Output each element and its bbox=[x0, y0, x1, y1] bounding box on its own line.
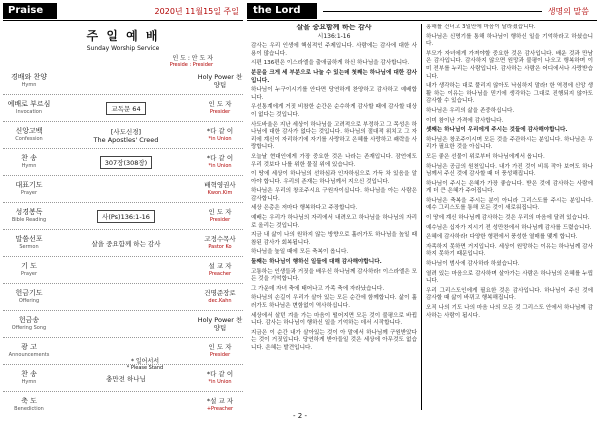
order-name bbox=[3, 262, 55, 278]
sermon-paragraph: 고통하는 인생들과 거짓을 배우신 하나님께 감사하라! 이스라엘은 모든 것을 기억합니다. bbox=[251, 268, 417, 283]
sermon-paragraph: 하나님이 범사에 감사하라 하셨습니다. bbox=[426, 261, 520, 268]
sermon-column-left bbox=[247, 24, 422, 410]
left-header-rule bbox=[3, 20, 243, 21]
order-name-ko: 경배와 찬양 bbox=[10, 73, 48, 81]
sermon-paragraph: 오늘날 현대인에게 가장 중요한 것은 나라는 존재입니다. 잠언에도 우리 것보다 나를 위한 물질 위에 있습니다. bbox=[251, 153, 417, 168]
sermon-reference: 시136:1-16 bbox=[317, 32, 351, 40]
order-content-cell bbox=[55, 239, 197, 248]
order-content-cell bbox=[55, 127, 197, 144]
order-name-ko: 예배로 부르심 bbox=[7, 100, 51, 108]
order-leader-en: Pastor Ko bbox=[208, 244, 232, 250]
order-row bbox=[3, 95, 243, 122]
order-row bbox=[3, 176, 243, 203]
order-leader bbox=[197, 154, 243, 170]
order-row bbox=[3, 68, 243, 95]
sermon-paragraph: 우리 그리스도인에게 필요한 것은 감사입니다. 하나님이 주신 것에 감사할 때 삶이 바뀌고 행복해집니다. bbox=[426, 287, 593, 302]
worship-order-column bbox=[3, 3, 243, 412]
sermon-columns bbox=[247, 24, 597, 410]
order-name-en: Hymn bbox=[21, 379, 37, 385]
order-name bbox=[3, 208, 55, 224]
order-content: 사(Ps)136:1-16 bbox=[97, 210, 155, 223]
sermon-paragraph: 감사는 우리 인생에 핵심적인 주제입니다. 사람에는 감사에 대한 사용이 많습니다. bbox=[251, 43, 417, 57]
order-row bbox=[3, 149, 243, 176]
sermon-paragraph: 하나님은 우리의 창조주시요 구원자이십니다. 하나님을 아는 사람은 감사합니다. bbox=[251, 188, 417, 202]
sermon-paragraph: 시편 136편은 이스라엘을 출애굽하게 하신 하나님을 감사합니다. bbox=[251, 60, 410, 67]
stand-note bbox=[105, 356, 185, 371]
order-leader bbox=[197, 262, 243, 278]
sermon-paragraph: 지금 내 삶이 나의 원하지 않는 방향으로 흘러가도 하나님을 높일 때 참된 감사가 회복됩니다. bbox=[251, 232, 417, 246]
order-name-en: Offering Song bbox=[11, 325, 47, 331]
sermon-column-right bbox=[422, 24, 597, 410]
order-name-en: Sermon bbox=[19, 244, 39, 250]
sermon-paragraph: 하나님은 공급의 원천입니다. 내가 가진 것이 비록 작아 보여도 하나님께서 주신 것에 감사할 때 더 풍성해집니다. bbox=[426, 163, 593, 178]
order-content: [사도신경] The Apostles' Creed bbox=[93, 127, 159, 144]
sermon-paragraph: 사도바울은 지난 세상이 하나님을 고려적으로 부정하고 그 목성은 하나님에 대한 감사가 없다는 것입니다. 하나님의 절대적 위치고 그 자리에 계신이 자리하기에 자기를 사랑하고 은혜를 사랑하고 쾌락을 사랑합니다. bbox=[251, 121, 417, 151]
sermon-paragraph: 하나님은 축복을 주시는 분이 아니라 그리스도를 주시는 분입니다. 예수 그리스도를 통해 모든 것이 새로워집니다. bbox=[426, 197, 593, 212]
order-leader-en: Kwon.Kim bbox=[207, 190, 233, 196]
sermon-paragraph: 부모가 자녀에게 가져야할 중요한 것은 감사입니다. 배운 것과 만남은 감사입니다. 감사하지 않으면 원망과 불평이 나오고 행복하며 이미 전부를 누리는 사람입니다. 감사하는 사람은 어디에서나 사랑받습니다. bbox=[426, 50, 593, 80]
left-header bbox=[3, 3, 243, 19]
order-leader-en: Preacher bbox=[208, 271, 232, 277]
order-content-cell bbox=[55, 102, 197, 115]
order-leader bbox=[197, 289, 243, 305]
order-name bbox=[3, 316, 55, 332]
stand-note-en: * Please Stand bbox=[126, 365, 164, 371]
order-name bbox=[3, 343, 55, 359]
presider-line bbox=[3, 53, 243, 68]
sermon-paragraph: 오직 나의 기도 나의 마음 나의 모든 것 그리스도 안에서 하나님께 감사하는 사람이 됩시다. bbox=[426, 305, 593, 319]
order-leader-ko: 설 교 자 bbox=[208, 262, 232, 270]
sermon-point: 둘째는 하나님이 행하신 일들에 대해 감사해야합니다. bbox=[251, 259, 382, 266]
order-leader bbox=[197, 235, 243, 251]
section-title: 생명의 말씀 bbox=[547, 6, 589, 16]
order-leader-ko: 인 도 자 bbox=[208, 208, 232, 216]
right-header-rule bbox=[247, 20, 597, 21]
sermon-paragraph: 이 땅에 계신 하나님께 감사하는 것은 우리의 마음에 달려 있습니다. bbox=[426, 215, 590, 222]
order-name-en: Bible Reading bbox=[11, 217, 47, 223]
sermon-paragraph: 예수님은 십자가 지시기 전 성만찬에서 하나님께 감사를 드렸습니다. bbox=[426, 224, 592, 231]
worship-subtitle: Sunday Worship Service bbox=[86, 45, 160, 52]
order-row bbox=[3, 122, 243, 149]
order-name-ko: 축 도 bbox=[21, 397, 37, 405]
header-rule bbox=[323, 11, 542, 12]
order-leader-ko: *설 교 자 bbox=[206, 397, 234, 405]
order-content-cell bbox=[55, 156, 197, 169]
sermon-paragraph: 우선통계에게 거짓 비참한 순간은 순수하게 감사할 때에 감사할 대상이 없다는 것입니다. bbox=[251, 104, 417, 118]
order-leader bbox=[197, 370, 243, 386]
sermon-paragraph: 은혜에 감사하라! 다양한 형편에서 풍성한 열매를 맺게 합니다. bbox=[426, 234, 578, 241]
order-leader-en: *in Union bbox=[208, 136, 232, 142]
order-leader-en: dec.Kahn bbox=[208, 298, 232, 304]
order-leader-en: *in Union bbox=[208, 163, 232, 169]
order-leader bbox=[197, 343, 243, 359]
order-name bbox=[3, 100, 55, 116]
sermon-paragraph: 하나님이 주시는 은혜가 가장 좋습니다. 받은 것에 감사하는 사람에게 더 큰 은혜가 주어집니다. bbox=[426, 180, 593, 195]
order-leader-ko: 인 도 자 bbox=[208, 343, 232, 351]
order-row bbox=[3, 230, 243, 257]
order-name-ko: 헌금기도 bbox=[15, 289, 43, 297]
order-leader-en: +Preacher bbox=[206, 406, 234, 412]
order-leader-ko: Holy Power 찬양팀 bbox=[197, 73, 243, 89]
order-name bbox=[3, 289, 55, 305]
order-leader-ko: *다 같 이 bbox=[206, 370, 234, 378]
order-row bbox=[3, 257, 243, 284]
sermon-paragraph: 열려 있는 마음으로 감사하며 살아가는 사람은 하나님의 은혜를 누립니다. bbox=[426, 270, 593, 285]
order-name-ko: 성경봉독 bbox=[15, 208, 43, 216]
order-leader-ko: Holy Power 찬양팀 bbox=[197, 316, 243, 332]
order-name-en: Confession bbox=[15, 136, 43, 142]
worship-title: 주 일 예 배 bbox=[86, 29, 160, 43]
order-leader-ko: 인 도 자 bbox=[208, 100, 232, 108]
order-name bbox=[3, 154, 55, 170]
order-leader-ko: 건명준장로 bbox=[204, 289, 236, 297]
stand-note-ko: * 일어서서 bbox=[130, 358, 160, 365]
order-leader bbox=[197, 73, 243, 89]
sermon-point: 분문을 크게 세 부분으로 나눌 수 있는데 첫째는 하나님에 대한 감사입니다. bbox=[251, 69, 417, 84]
order-content-cell bbox=[55, 374, 197, 383]
the-lord-tab: the Lord bbox=[247, 3, 317, 19]
order-name-en: Hymn bbox=[21, 82, 37, 88]
order-leader bbox=[197, 397, 243, 413]
order-name bbox=[3, 370, 55, 386]
order-name-en: Invocation bbox=[15, 109, 43, 115]
sermon-paragraph: 하나님을 높일 때에 모든 축복이 옵니다. bbox=[251, 249, 349, 256]
order-leader-en: Presider bbox=[209, 217, 231, 223]
order-name-en: Announcements bbox=[8, 352, 50, 358]
order-name-en: Hymn bbox=[21, 163, 37, 169]
sermon-paragraph: 하나님의 손길이 우리가 살아 있는 모든 순간에 함께합니다. 삶이 흘러가도 하나님은 변함없이 역사하십니다. bbox=[251, 295, 417, 309]
sermon-paragraph: 지금은 이 순간 내가 살아있는 것이 아 말에서 하나님께 구원받았다는 것이 거짓입니다. 당연하게 받아들일 것은 세상에 아무것도 없습니다. 은혜는 발견입니다. bbox=[251, 329, 417, 351]
order-name-ko: 찬 송 bbox=[21, 370, 37, 378]
order-name bbox=[3, 127, 55, 143]
order-row bbox=[3, 203, 243, 230]
sermon-paragraph: 모든 좋은 선물이 위로부터 하나님에게서 옵니다. bbox=[426, 153, 545, 160]
order-name-en: Prayer bbox=[20, 190, 38, 196]
order-leader-ko: *다 같 이 bbox=[206, 154, 234, 162]
order-name-en: Offering bbox=[18, 298, 40, 304]
sermon-title: 살을 중요함께 하는 감사 bbox=[296, 24, 372, 31]
sermon-paragraph: 하나님이 누구이시기를 안다면 당연하게 찬양하고 감사하고 예배합니다. bbox=[251, 87, 417, 101]
order-name-ko: 신앙고백 bbox=[15, 127, 43, 135]
sermon-paragraph: 하나님은 신명기를 통해 하나님이 행하신 일을 기억하라고 하셨습니다. bbox=[426, 33, 593, 48]
order-content: 교독문 64 bbox=[106, 102, 145, 115]
order-content-cell bbox=[55, 210, 197, 223]
sermon-paragraph: 자족하지 못하면 거지입니다. 세상이 원망하는 이유는 하나님께 감사하지 못하기 때문입니다. bbox=[426, 243, 593, 258]
order-name-ko: 광 고 bbox=[21, 343, 37, 351]
order-leader bbox=[197, 181, 243, 197]
page-number: - 2 - bbox=[293, 412, 307, 420]
order-leader bbox=[197, 208, 243, 224]
order-leader-ko: 배혁영권사 bbox=[204, 181, 236, 189]
sermon-point: 셋째는 하나님이 우리에게 주시는 것들에 감사해야합니다. bbox=[426, 127, 568, 134]
order-leader-ko: 고정수목사 bbox=[204, 235, 236, 243]
right-header bbox=[247, 3, 597, 19]
order-row bbox=[3, 311, 243, 338]
order-leader-en: Presider bbox=[209, 352, 231, 358]
order-name bbox=[3, 181, 55, 197]
order-leader bbox=[197, 100, 243, 116]
order-name-ko: 찬 송 bbox=[21, 154, 37, 162]
order-name-ko: 기 도 bbox=[21, 262, 37, 270]
order-name-ko: 헌금송 bbox=[18, 316, 40, 324]
order-name bbox=[3, 73, 55, 89]
order-content: 살을 중요함께 하는 감사 bbox=[91, 239, 161, 248]
order-name-en: Prayer bbox=[20, 271, 38, 277]
order-leader bbox=[197, 127, 243, 143]
sermon-paragraph: 세상에서 살던 겨울 가는 마음이 떨어지면 모든 것이 불평으로 바뀝니다. 감사는 하나님이 행하신 일을 기억하는 데서 시작합니다. bbox=[251, 312, 417, 327]
order-leader-en: Presider bbox=[209, 109, 231, 115]
presider-ko: 인 도 : 안 도 자 bbox=[172, 55, 213, 62]
sermon-paragraph: 이미 참이난 가격에 감사합니다. bbox=[426, 117, 504, 124]
praise-tab: Praise bbox=[3, 3, 57, 19]
order-name-en: Benediction bbox=[14, 406, 44, 412]
order-leader-en: *in Union bbox=[208, 379, 232, 385]
order-leader-ko: *다 같 이 bbox=[206, 127, 234, 135]
sermon-page bbox=[247, 3, 597, 409]
order-name bbox=[3, 235, 55, 251]
order-row bbox=[3, 284, 243, 311]
sermon-paragraph: 하나님은 우리의 삶을 존중하십니다. bbox=[426, 107, 515, 114]
order-content: 충만전 하나님 bbox=[106, 374, 146, 383]
sermon-paragraph: 예배는 우리가 하나님의 자리에서 내려오고 하나님을 하나님의 자리로 올리는 것입니다. bbox=[251, 215, 417, 229]
order-content: 307장(308장) bbox=[100, 156, 152, 169]
sermon-paragraph: 홍해를 건너고 3일만에 마음이 달라졌습니다. bbox=[426, 24, 536, 30]
sermon-paragraph: 내가 생각하는 대로 풀리지 않아도 낙심하지 말라! 한 역경에 신앙 생활 하는 이유는 하나님을 믿기에 생각하는 그대로 진행되지 않아도 감사할 수 있습니다. bbox=[426, 83, 593, 105]
order-name-ko: 대표기도 bbox=[15, 181, 43, 189]
service-date: 2020년 11월15일 주일 bbox=[154, 6, 239, 16]
sermon-paragraph: 그 가운데 자녀 축에 태어나고 가족 축에 자라났습니다. bbox=[251, 285, 385, 292]
sermon-paragraph: 세상 은총은 저마다 행복하다고 주장합니다. bbox=[251, 205, 358, 212]
order-name-ko: 말씀선포 bbox=[15, 235, 43, 243]
sermon-paragraph: 하나님은 창조주이시며 모든 것을 주관하시는 분입니다. 하나님은 우리가 필요한 것을 아십니다. bbox=[426, 136, 593, 151]
presider-en: Preside : Presider bbox=[169, 62, 213, 68]
sermon-paragraph: 이 땅에 세상이 하나님의 선하심과 인자하심으로 가득 차 있음을 알아야 합니다. 우리의 존재는 하나님께서 지으신 것입니다. bbox=[251, 171, 417, 185]
order-leader bbox=[197, 316, 243, 332]
order-name bbox=[3, 397, 55, 413]
